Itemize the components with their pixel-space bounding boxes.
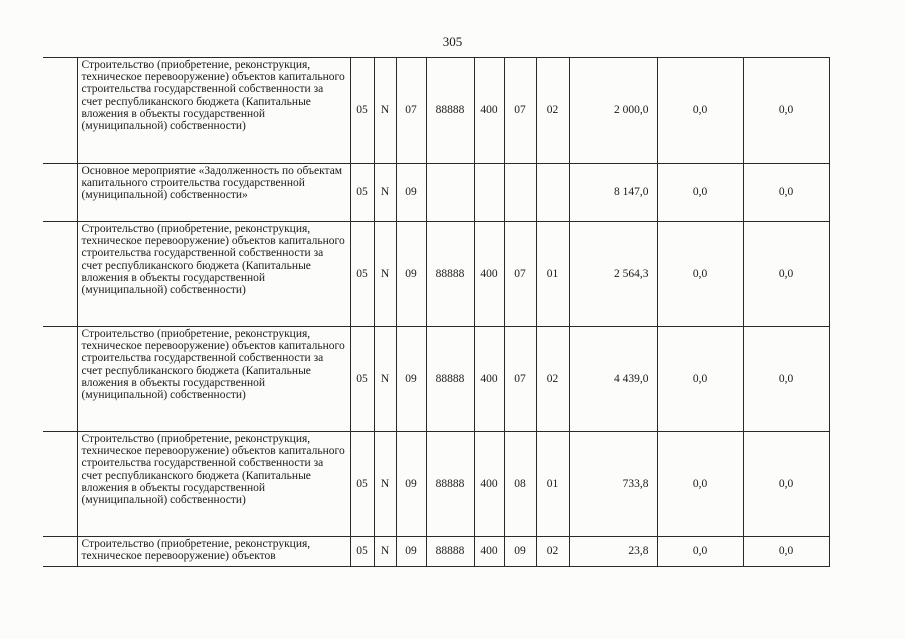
code-cell: 08 [504, 432, 536, 537]
code-cell: 01 [536, 432, 569, 537]
code-cell: 07 [396, 58, 426, 164]
code-cell: 400 [474, 222, 504, 327]
table-row [43, 537, 829, 567]
table-row [43, 327, 829, 432]
code-cell: 88888 [426, 537, 474, 567]
amount-cell: 0,0 [657, 164, 743, 222]
code-cell: 05 [350, 537, 374, 567]
amount-cell: 4 439,0 [569, 327, 657, 432]
code-cell: 01 [536, 222, 569, 327]
code-cell: 09 [396, 222, 426, 327]
amount-cell: 23,8 [569, 537, 657, 567]
code-cell [536, 164, 569, 222]
amount-cell: 0,0 [657, 58, 743, 164]
row-name: Строительство (приобретение, реконструкция, техническое перевооружение) объектов [77, 537, 350, 567]
code-cell: 07 [504, 327, 536, 432]
code-cell: 02 [536, 537, 569, 567]
code-cell: N [374, 537, 396, 567]
amount-cell: 0,0 [743, 222, 829, 327]
row-name: Строительство (приобретение, реконструкция, техническое перевооружение) объектов капитального строительства государственной собственности за счет республиканского бюджета (Капитальные вложения в объекты государственной (муниципальной) собственности) [77, 222, 350, 327]
code-cell: 05 [350, 432, 374, 537]
row-name: Строительство (приобретение, реконструкция, техническое перевооружение) объектов капитального строительства государственной собственности за счет республиканского бюджета (Капитальные вложения в объекты государственной (муниципальной) собственности) [77, 58, 350, 164]
code-cell: 09 [396, 537, 426, 567]
code-cell [504, 164, 536, 222]
amount-cell: 0,0 [743, 327, 829, 432]
code-cell: N [374, 432, 396, 537]
code-cell [426, 164, 474, 222]
code-cell: 05 [350, 164, 374, 222]
code-cell: 05 [350, 58, 374, 164]
code-cell: 88888 [426, 58, 474, 164]
amount-cell: 0,0 [743, 432, 829, 537]
code-cell: N [374, 222, 396, 327]
code-cell [474, 164, 504, 222]
code-cell: 05 [350, 327, 374, 432]
table-row [43, 164, 829, 222]
code-cell: 88888 [426, 327, 474, 432]
code-cell: 02 [536, 327, 569, 432]
table-row [43, 432, 829, 537]
row-name: Строительство (приобретение, реконструкция, техническое перевооружение) объектов капитального строительства государственной собственности за счет республиканского бюджета (Капитальные вложения в объекты государственной (муниципальной) собственности) [77, 327, 350, 432]
code-cell: 09 [396, 432, 426, 537]
code-cell: N [374, 327, 396, 432]
code-cell: 88888 [426, 432, 474, 537]
amount-cell: 0,0 [657, 327, 743, 432]
code-cell: 09 [396, 164, 426, 222]
empty-cell [43, 222, 77, 327]
code-cell: 05 [350, 222, 374, 327]
code-cell: 09 [504, 537, 536, 567]
amount-cell: 0,0 [743, 537, 829, 567]
empty-cell [43, 537, 77, 567]
amount-cell: 0,0 [657, 537, 743, 567]
code-cell: 09 [396, 327, 426, 432]
amount-cell: 2 564,3 [569, 222, 657, 327]
amount-cell: 0,0 [743, 58, 829, 164]
table-row [43, 222, 829, 327]
code-cell: N [374, 164, 396, 222]
amount-cell: 0,0 [657, 432, 743, 537]
code-cell: 07 [504, 58, 536, 164]
code-cell: 400 [474, 58, 504, 164]
row-name: Строительство (приобретение, реконструкция, техническое перевооружение) объектов капитального строительства государственной собственности за счет республиканского бюджета (Капитальные вложения в объекты государственной (муниципальной) собственности) [77, 432, 350, 537]
table-row [43, 58, 829, 164]
empty-cell [43, 58, 77, 164]
empty-cell [43, 327, 77, 432]
empty-cell [43, 432, 77, 537]
page-number: 305 [442, 34, 463, 49]
amount-cell: 2 000,0 [569, 58, 657, 164]
code-cell: 400 [474, 327, 504, 432]
amount-cell: 0,0 [657, 222, 743, 327]
code-cell: 07 [504, 222, 536, 327]
row-name: Основное мероприятие «Задолженность по объектам капитального строительства государственной (муниципальной) собственности» [77, 164, 350, 222]
amount-cell: 0,0 [743, 164, 829, 222]
amount-cell: 733,8 [569, 432, 657, 537]
code-cell: N [374, 58, 396, 164]
amount-cell: 8 147,0 [569, 164, 657, 222]
budget-table [43, 57, 830, 567]
code-cell: 02 [536, 58, 569, 164]
code-cell: 400 [474, 432, 504, 537]
code-cell: 88888 [426, 222, 474, 327]
empty-cell [43, 164, 77, 222]
code-cell: 400 [474, 537, 504, 567]
